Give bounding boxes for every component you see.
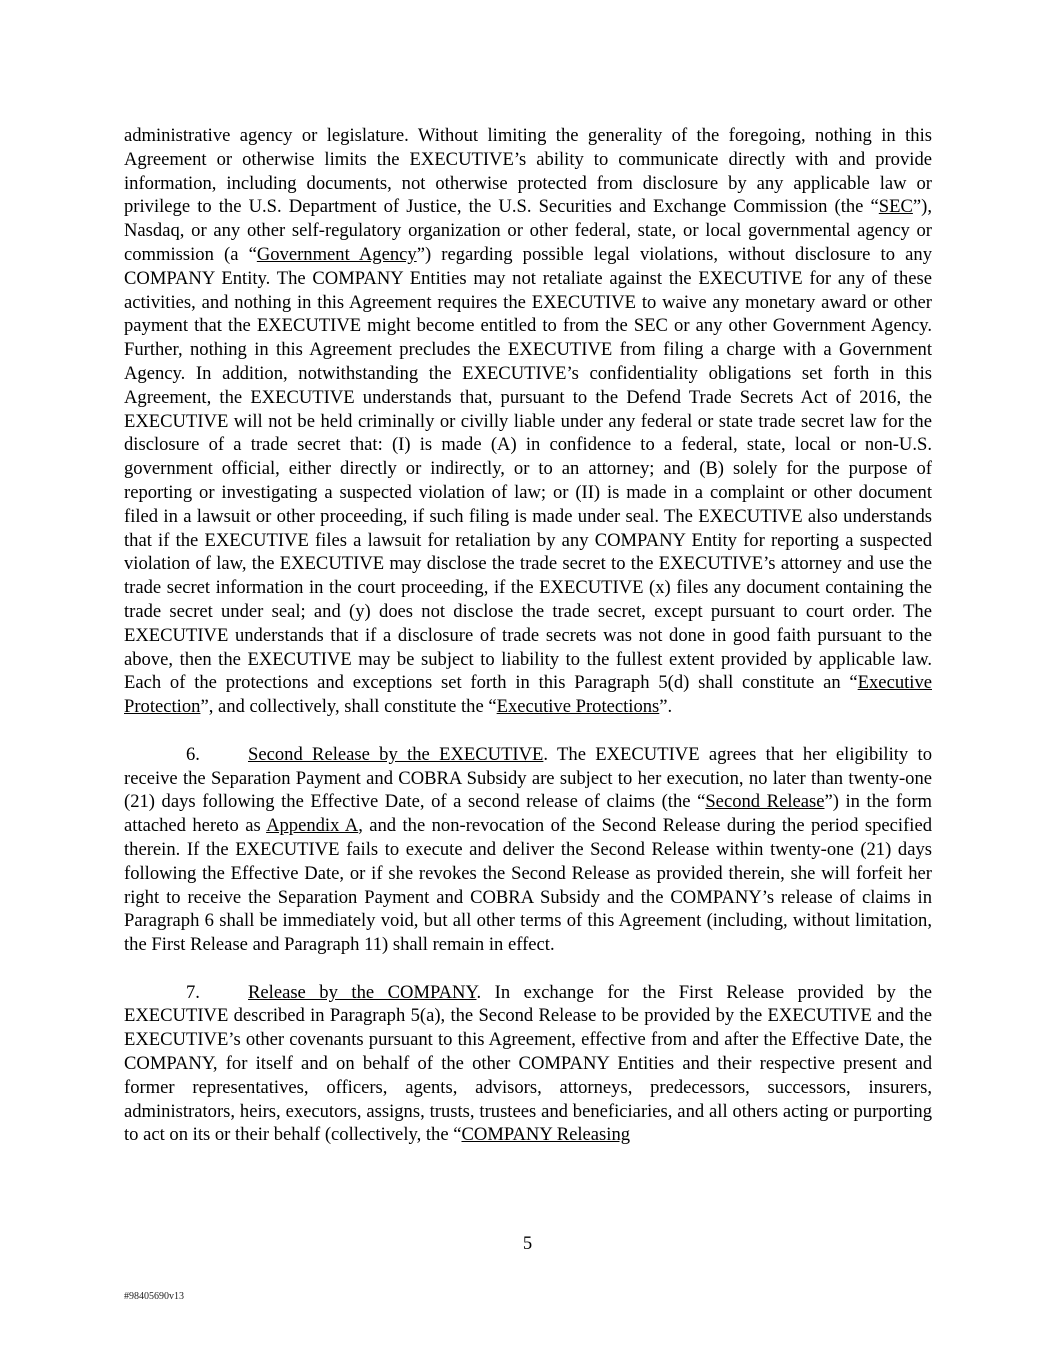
defined-term-sec: SEC [878, 196, 913, 218]
document-id: #98405690v13 [124, 1291, 184, 1302]
reference-appendix-a: Appendix A [266, 815, 359, 837]
defined-term-executive-protection: Executive Protection [124, 672, 932, 718]
paragraph-7 [124, 981, 932, 1148]
text-run: . In exchange for the First Release provided by the EXECUTIVE described in Paragraph 5(a), the Second Release to be provided by the EXECUTIVE and the EXECUTIVE’s other covenants pursuant to this Agreement, effective from and after the Effective Date, the COMPANY, for itself and on behalf of the other COMPANY Entities and their respective present and former representatives, officers, agents, advisors, attorneys, predecessors, successors, insurers, administrators, heirs, executors, assigns, trusts, trustees and beneficiaries, and all others acting or purporting to act on its or their behalf (collectively, the “ [124, 981, 933, 1146]
text-run: , and the non-revocation of the Second Release during the period specified therein. If the EXECUTIVE fails to execute and deliver the Second Release within twenty-one (21) days following the Effective Date, or if she revokes the Second Release as provided therein, she will forfeit her right to receive the Separation Payment and COBRA Subsidy and the COMPANY’s release of claims in Paragraph 6 shall be immediately void, but all other terms of this Agreement (including, without limitation, the First Release and Paragraph 11) shall remain in effect. [124, 815, 932, 956]
text-run: ”) regarding possible legal violations, without disclosure to any COMPANY Entity. The COMPANY Entities may not retaliate against the EXECUTIVE for any of these activities, and nothing in this Agreement requires the EXECUTIVE to waive any monetary award or other payment that the EXECUTIVE might become entitled to from the SEC or any other Government Agency. Further, nothing in this Agreement precludes the EXECUTIVE from filing a charge with a Government Agency. In addition, notwithstanding the EXECUTIVE’s confidentiality obligations set forth in this Agreement, the EXECUTIVE understands that, pursuant to the Defend Trade Secrets Act of 2016, the EXECUTIVE will not be held criminally or civilly liable under any federal or state trade secret law for the disclosure of a trade secret that: (I) is made (A) in confidence to a federal, state, local or non-U.S. government official, either directly or indirectly, or to an attorney; and (B) solely for the purpose of reporting or investigating a suspected violation of law; or (II) is made in a complaint or other document filed in a lawsuit or other proceeding, if such filing is made under seal. The EXECUTIVE also understands that if the EXECUTIVE files a lawsuit for retaliation by any COMPANY Entity for reporting a suspected violation of law, the EXECUTIVE may disclose the trade secret to the EXECUTIVE’s attorney and use the trade secret information in the court proceeding, if the EXECUTIVE (x) files any document containing the trade secret under seal; and (y) does not disclose the trade secret, except pursuant to court order. The EXECUTIVE understands that if a disclosure of trade secrets was not done in good faith pursuant to the above, then the EXECUTIVE may be subject to liability to the fullest extent provided by applicable law. Each of the protections and exceptions set forth in this Paragraph 5(d) shall constitute an “ [124, 243, 932, 694]
paragraph-heading: Second Release by the EXECUTIVE [248, 743, 544, 765]
text-run: ”, and collectively, shall constitute the “ [200, 696, 497, 718]
paragraph-heading: Release by the COMPANY [248, 981, 477, 1003]
text-run: . The EXECUTIVE agrees that her eligibility to receive the Separation Payment and COBRA Subsidy are subject to her execution, no later than twenty-one (21) days following the Effective Date, of a second release of claims (the “ [124, 743, 932, 813]
text-run: administrative agency or legislature. Without limiting the generality of the foregoing, nothing in this Agreement or otherwise limits the EXECUTIVE’s ability to communicate directly with and provide information, including documents, not otherwise protected from disclosure by any applicable law or privilege to the U.S. Department of Justice, the U.S. Securities and Exchange Commission (the “ [124, 125, 932, 218]
page-number: 5 [522, 1233, 533, 1254]
document-body [124, 124, 932, 1147]
text-run: ”), Nasdaq, or any other self-regulatory organization or other federal, state, or local governmental agency or commission (a “ [124, 196, 932, 265]
defined-term-second-release: Second Release [705, 791, 825, 813]
paragraph-6 [124, 743, 932, 957]
paragraph-number: 7. [186, 981, 200, 1003]
text-run: ”. [659, 696, 673, 718]
defined-term-company-releasing: COMPANY Releasing [461, 1124, 631, 1146]
defined-term-executive-protections: Executive Protections [496, 696, 660, 718]
paragraph-5d-continued [124, 124, 932, 719]
text-run: ”) in the form attached hereto as [124, 791, 932, 837]
paragraph-number: 6. [186, 743, 200, 765]
defined-term-government-agency: Government Agency [256, 243, 417, 265]
